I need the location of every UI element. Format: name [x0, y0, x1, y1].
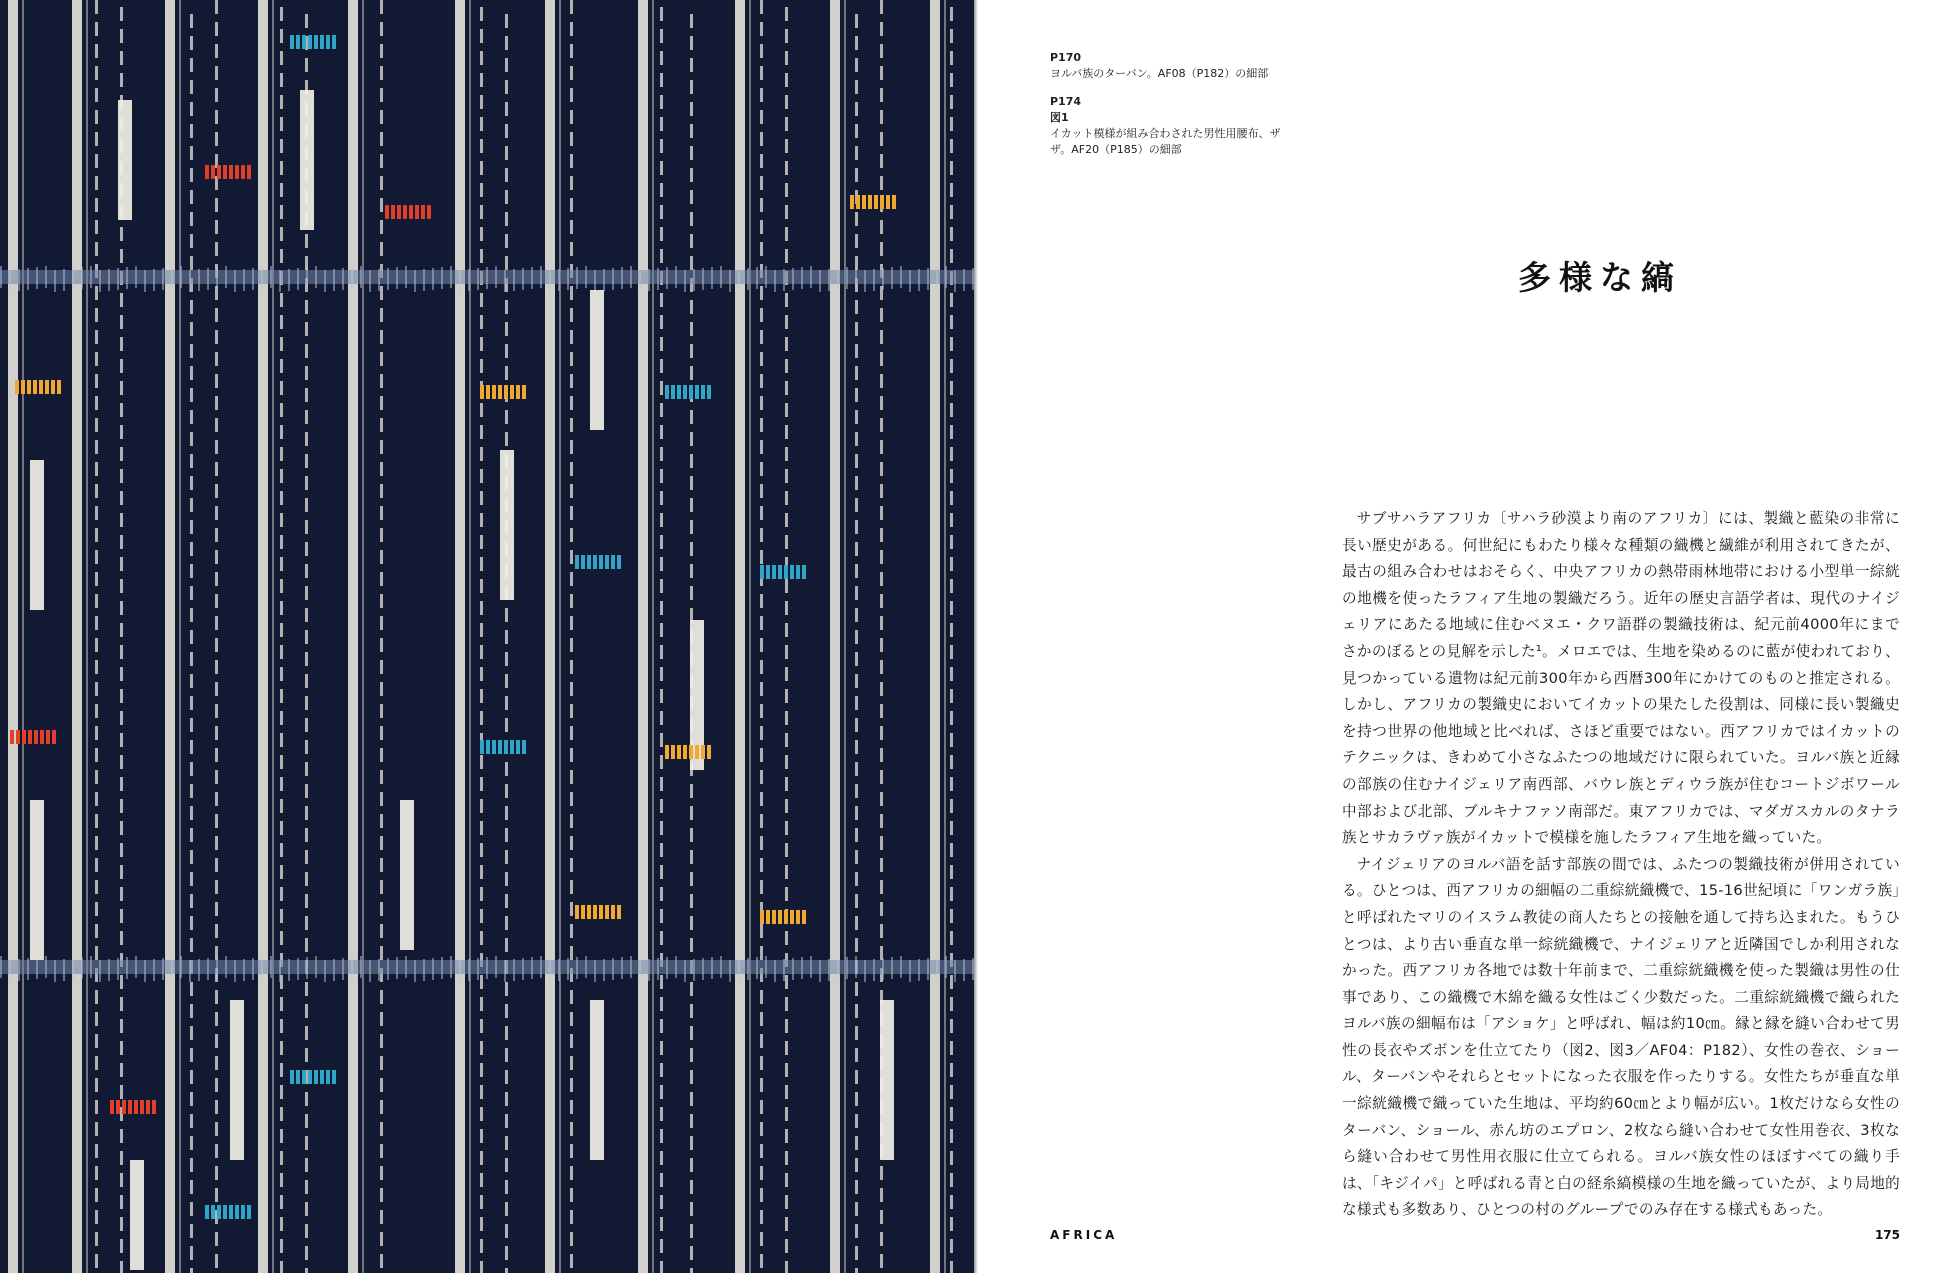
running-footer-section: AFRICA [1050, 1228, 1118, 1242]
caption-text: イカット模様が組み合わされた男性用腰布、ザザ。AF20（P185）の細部 [1050, 127, 1281, 156]
caption-ref: P174 [1050, 95, 1082, 108]
caption-p170 [1050, 50, 1290, 82]
figure-captions [1050, 50, 1290, 170]
caption-ref: P170 [1050, 51, 1082, 64]
body-text [1342, 506, 1900, 1224]
book-gutter [974, 0, 978, 1273]
section-title: 多様な縞 [1518, 258, 1682, 297]
paragraph: サブサハラアフリカ〔サハラ砂漠より南のアフリカ〕には、製織と藍染の非常に長い歴史がある。何世紀にもわたり様々な種類の織機と繊維が利用されてきたが、最古の組み合わせはおそらく、中央アフリカの熱帯雨林地帯における小型単一綜絖の地機を使ったラフィア生地の製織だろう。近年の歴史言語学者は、現代のナイジェリアにあたる地域に住むベヌエ・クワ語群の製織技術は、紀元前4000年にまでさかのぼるとの見解を示した¹。メロエでは、生地を染めるのに藍が使われており、見つかっている遺物は紀元前300年から西暦300年にかけてのものと推定される。しかし、アフリカの製織史においてイカットの果たした役割は、同様に長い製織史を持つ世界の他地域と比べれば、さほど重要ではない。西アフリカではイカットのテクニックは、きわめて小さなふたつの地域だけに限られていた。ヨルバ族と近縁の部族の住むナイジェリア南西部、バウレ族とディウラ族が住むコートジボワール中部および北部、ブルキナファソ南部だ。東アフリカでは、マダガスカルのタナラ族とサカラヴァ族がイカットで模様を施したラフィア生地を織っていた。 [1342, 510, 1900, 847]
caption-p174 [1050, 94, 1290, 158]
caption-figure-number: 図1 [1050, 111, 1069, 124]
caption-text: ヨルバ族のターバン。AF08（P182）の細部 [1050, 67, 1269, 80]
page-number: 175 [1874, 1228, 1900, 1242]
paragraph: ナイジェリアのヨルバ語を話す部族の間では、ふたつの製織技術が併用されている。ひとつは、西アフリカの細幅の二重綜絖織機で、15-16世紀頃に「ワンガラ族」と呼ばれたマリのイスラム教徒の商人たちとの接触を通して持ち込まれた。もうひとつは、より古い垂直な単一綜絖織機で、ナイジェリアと近隣国でしか利用されなかった。西アフリカ各地では数十年前まで、二重綜絖織機を使った製織は男性の仕事であり、この織機で木綿を織る女性はごく少数だった。二重綜絖織機で織られたヨルバ族の細幅布は「アショケ」と呼ばれ、幅は約10㎝。縁と縁を縫い合わせて男性の長衣やズボンを仕立てたり（図2、図3／AF04：P182）、女性の巻衣、ショール、ターバンやそれらとセットになった衣服を作ったりする。女性たちが垂直な単一綜絖織機で織っていた生地は、平均約60㎝とより幅が広い。1枚だけなら女性のターバン、ショール、赤ん坊のエプロン、2枚なら縫い合わせて女性用巻衣、3枚なら縫い合わせて男性用衣服に仕立てられる。ヨルバ族女性のほぼすべての織り手は、「キジイパ」と呼ばれる青と白の経糸縞模様の生地を織っていたが、より局地的な様式も多数あり、ひとつの村のグループでのみ存在する様式もあった。 [1342, 855, 1900, 1219]
